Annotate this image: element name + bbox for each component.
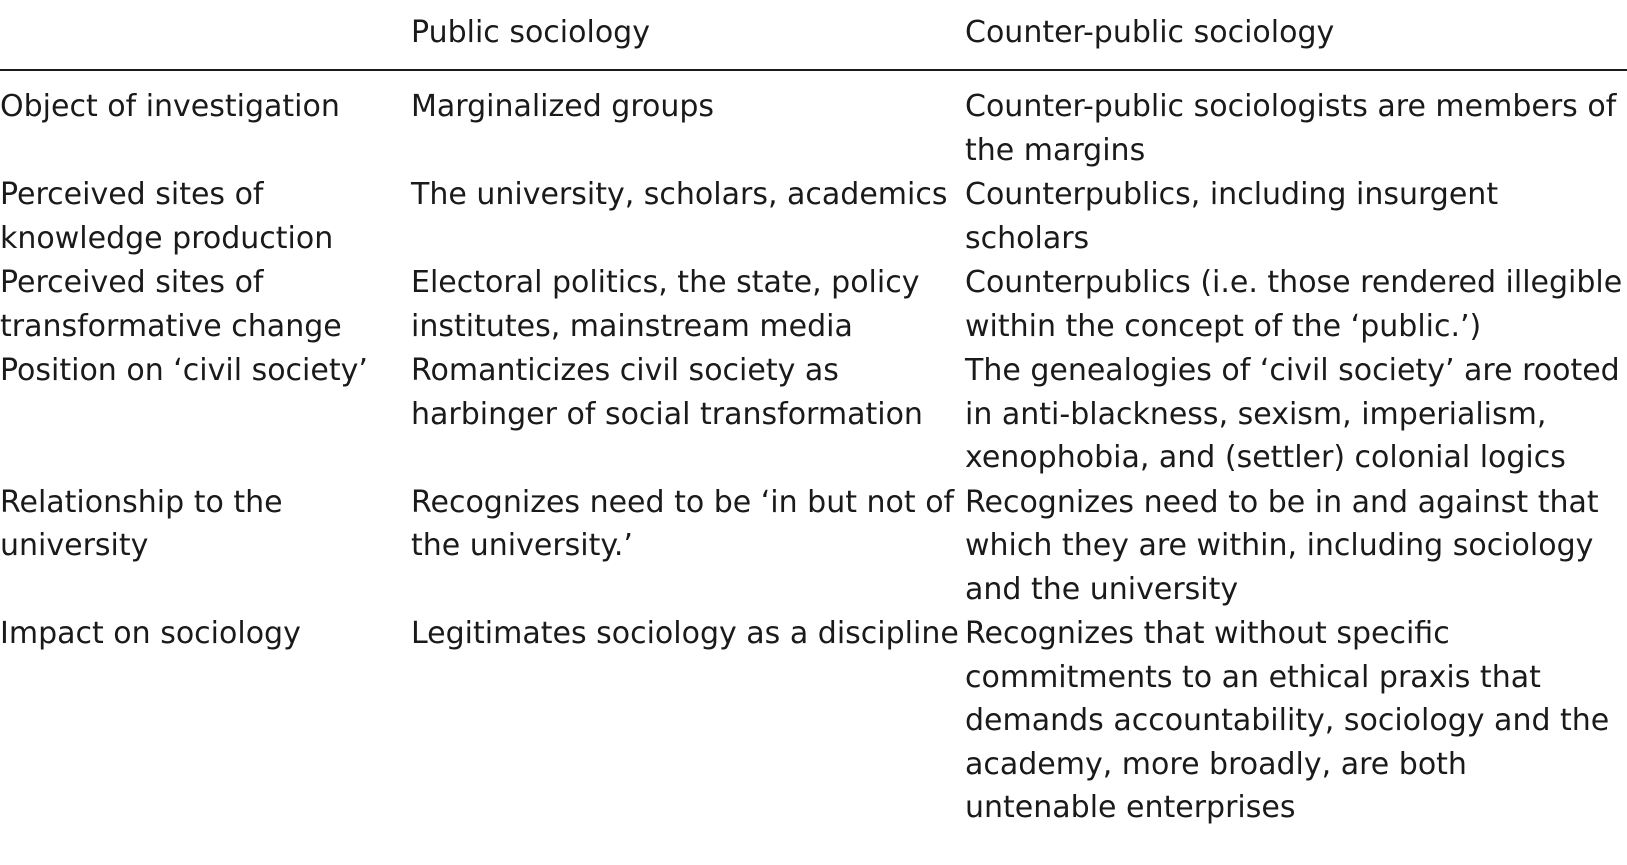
table-row: [0, 481, 1627, 613]
table-row: [0, 261, 1627, 349]
row-label-cell: Impact on sociology: [0, 616, 301, 651]
row-label-cell: Perceived sites of transformative change: [0, 265, 342, 344]
row-label-cell: Position on ‘civil society’: [0, 353, 368, 388]
row-label-cell: Object of investigation: [0, 89, 340, 124]
public-sociology-cell: Legitimates sociology as a discipline: [411, 616, 959, 651]
public-sociology-cell: Electoral politics, the state, policy institutes, mainstream media: [411, 265, 920, 344]
counter-public-sociology-cell: Counter-public sociologists are members of the margins: [965, 89, 1617, 168]
table-row: [0, 349, 1627, 481]
public-sociology-cell: Romanticizes civil society as harbinger of social transformation: [411, 353, 923, 432]
counter-public-sociology-cell: Recognizes need to be in and against that which they are within, including sociology and the university: [965, 484, 1599, 607]
counter-public-sociology-cell: Recognizes that without specific commitments to an ethical praxis that demands accountability, sociology and the academy, more broadly, are both untenable enterprises: [965, 616, 1610, 825]
table-header: [0, 0, 1627, 70]
row-label-cell: Relationship to the university: [0, 484, 283, 563]
table-row: [0, 612, 1627, 831]
header-cell-counter-public-sociology: Counter-public sociology: [965, 0, 1627, 70]
counter-public-sociology-cell: Counterpublics, including insurgent scholars: [965, 177, 1499, 256]
public-sociology-cell: The university, scholars, academics: [411, 177, 948, 212]
counter-public-sociology-cell: Counterpublics (i.e. those rendered illegible within the concept of the ‘public.’): [965, 265, 1623, 344]
counter-public-sociology-cell: The genealogies of ‘civil society’ are rooted in anti-blackness, sexism, imperialism, xenophobia, and (settler) colonial logics: [965, 353, 1620, 475]
table-row: [0, 173, 1627, 261]
header-cell-blank: [0, 0, 411, 70]
header-row: [0, 0, 1627, 70]
table-body: [0, 70, 1627, 831]
header-cell-public-sociology: Public sociology: [411, 0, 965, 70]
public-sociology-cell: Marginalized groups: [411, 89, 715, 124]
public-sociology-cell: Recognizes need to be ‘in but not of the university.’: [411, 484, 955, 563]
row-label-cell: Perceived sites of knowledge production: [0, 177, 334, 256]
table-row: [0, 70, 1627, 173]
